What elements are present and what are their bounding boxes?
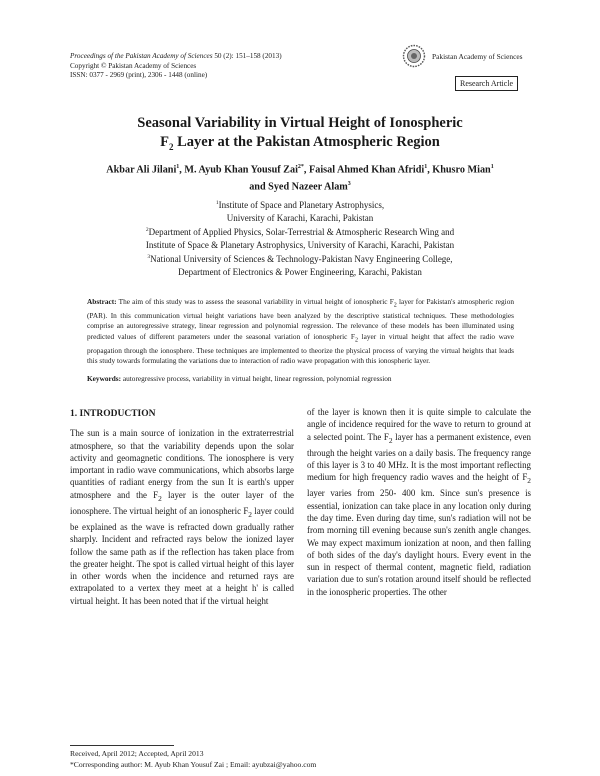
intro-right-column <box>307 406 531 598</box>
issn-line: ISSN: 0377 - 2969 (print), 2306 - 1448 (online) <box>70 71 208 80</box>
paper-title: Seasonal Variability in Virtual Height of Ionospheric $F_2$ Layer at the Pakistan Atmospheric Region <box>137 115 463 152</box>
footnote <box>70 749 316 770</box>
corresponding-author: *Corresponding author: M. Ayub Khan Yousuf Zai ; Email: ayubzai@yahoo.com <box>70 759 317 769</box>
footnote-rule <box>70 745 174 746</box>
intro-left-column <box>70 408 294 607</box>
intro-paragraph-continued: of the layer is known then it is quite simple to calculate the angle of incidence required for the wave to return to ground at a selected point. The $F_2$ layer has a permanent existence, even through the height varies on a daily basis. The frequency range of this layer is 3 to 40 MHz. It is the most important reflecting medium for high frequency radio waves and the height of $F_2$ layer varies from 250- 400 km. Since sun's presence is essential, ionization can take place in any location only during the day time. Even during day time, sun's radiation will not be from morning till evening because sun's zenith angle changes. We may expect maximum ionization at noon, and then falling of both sides of the day's daylight hours. Every event in the sun in respect of thermal content, magnetic field, radiation variation due to sun's rotation around itself should be reflected in the ionospheric properties. The other <box>307 407 531 597</box>
intro-paragraph: The sun is a main source of ionization in the extraterrestrial atmosphere, so that the variability depends upon the solar activity and geomagnetic conditions. The ionosphere is very important in radio wave communications, which absorbs large quantities of radiant energy from the sun It is earth's upper atmosphere and the $F_2$ layer is the outer layer of the ionosphere. The virtual height of an ionospheric $F_2$ layer could be explained as the wave is refracted down gradually rather sharply. Incident and refracted rays below the ionized layer follow the same path as if the reflection has taken place from the greater height. The spot is called virtual height of this layer in other words when the incidence and returned rays are extrapolated to a vertex they meet at a height h' is called virtual height. It has been noted that if the virtual height <box>70 428 294 606</box>
affiliations: $^1$Institute of Space and Planetary Astrophysics, University of Karachi, Karachi, Pakistan $^2$Department of Applied Physics, Solar-Terrestrial & Atmospheric Research Wing and Institute of Space & Planetary Astrophysics, University of Karachi, Karachi, Pakistan $^3$National University of Sciences & Technology-Pakistan Navy Engineering College, Department of Electronics & Power Engineering, Karachi, Pakistan <box>145 200 455 277</box>
journal-header <box>70 52 282 81</box>
academy-logo-icon <box>402 44 426 68</box>
academy-name: Pakistan Academy of Sciences <box>432 52 523 61</box>
keywords: Keywords: autoregressive process, variability in virtual height, linear regression, polynomial regression <box>87 374 392 383</box>
copyright-line: Copyright © Pakistan Academy of Sciences <box>70 61 197 70</box>
author-list: Akbar Ali Jilani$^1$, M. Ayub Khan Yousuf Zai$^{2*}$, Faisal Ahmed Khan Afridi$^1$, Khusro Mian$^1$ and Syed Nazeer Alam$^3$ <box>106 164 494 193</box>
research-article-badge: Research Article <box>455 76 518 91</box>
received-dates: Received, April 2012; Accepted, April 2013 <box>70 749 204 758</box>
section-heading: 1. INTRODUCTION <box>70 409 156 419</box>
abstract: Abstract: The aim of this study was to assess the seasonal variability in virtual height of ionospheric $F_2$ layer for Pakistan's atmospheric region (PAR). In this communication virtual height variations have been analyzed by the descriptive statistical techniques. These methodologies comprise an autoregressive strategy, linear regression and polynomial regression. The relevance of these models has been illuminated using predicted values of different parameters under the seasonal variation of ionospheric $F_2$ layer in virtual height that affect the radio wave propagation through the ionosphere. These techniques are implemented to theorize the physical process of varying the virtual heights that leads this study towards formulating the variations due to interaction of radio wave propagation with this ionospheric layer. <box>87 297 514 365</box>
journal-citation: Proceedings of the Pakistan Academy of Sciences 50 (2): 151–158 (2013) <box>70 52 282 60</box>
